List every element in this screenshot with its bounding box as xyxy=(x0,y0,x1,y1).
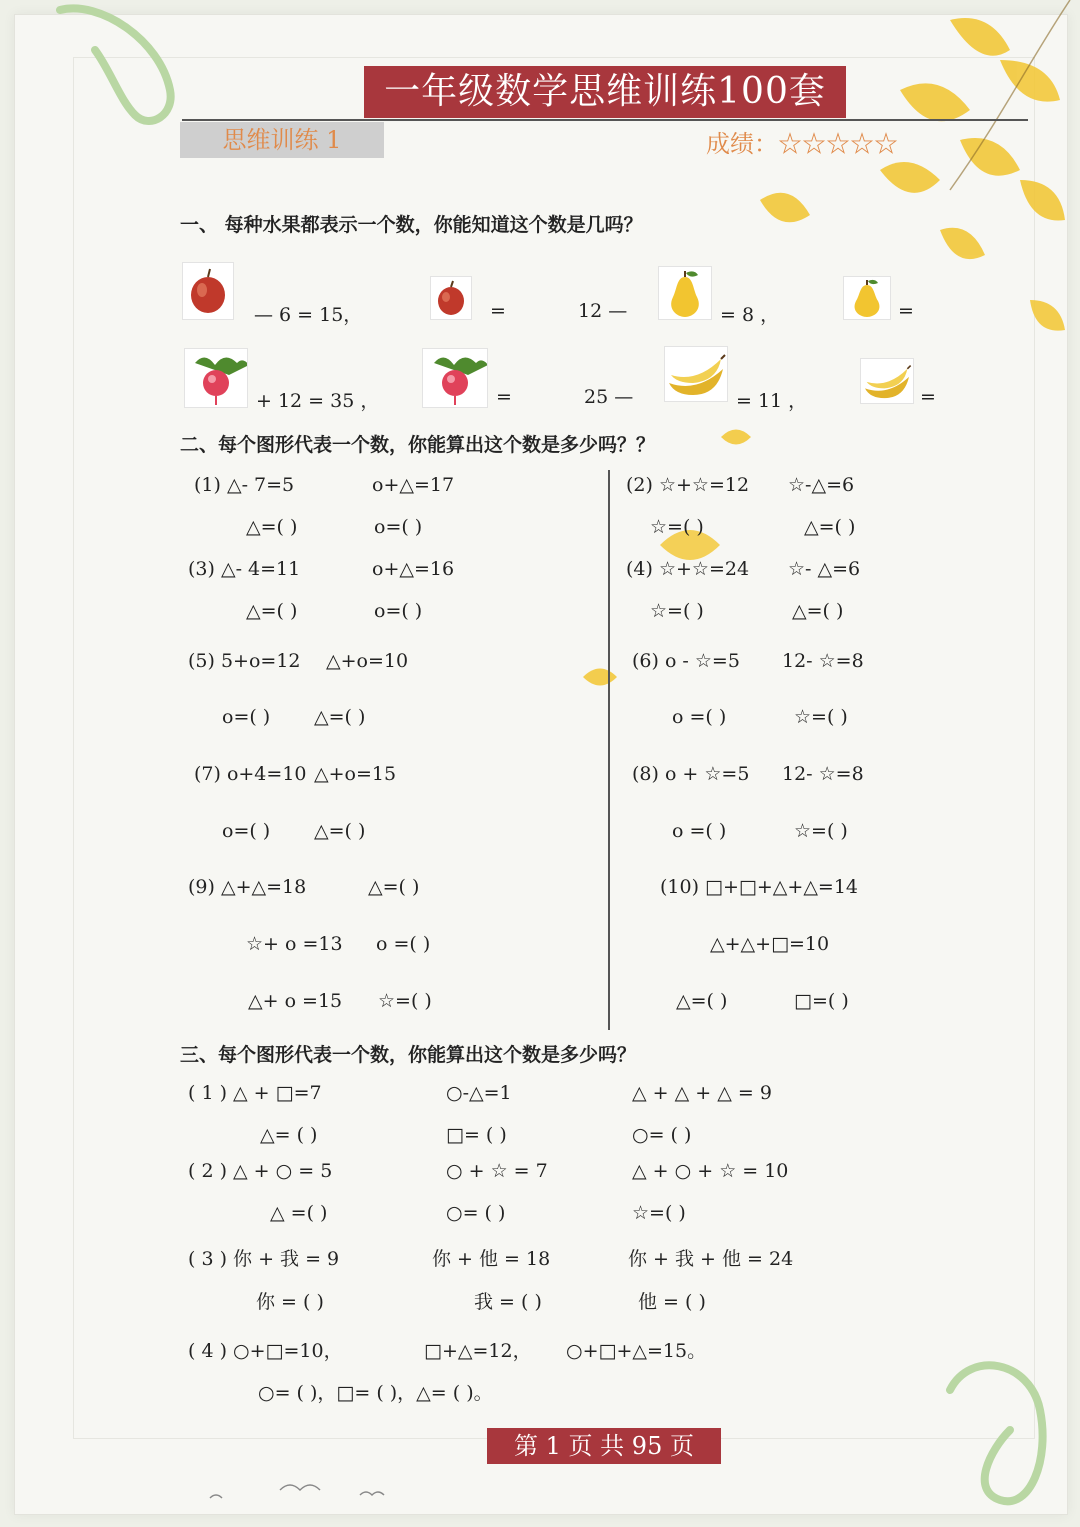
s3-6-b: □+△=12， xyxy=(424,1340,532,1362)
eq-1b: = xyxy=(490,300,506,322)
radish-icon xyxy=(184,348,248,408)
s3-6-c: ○+□+△=15。 xyxy=(566,1340,707,1362)
s2-right-10-a: △=( ) xyxy=(676,990,728,1012)
section3-heading: 三、每个图形代表一个数，你能算出这个数是多少吗？ xyxy=(180,1044,637,1066)
s3-0-b: ○-△=1 xyxy=(446,1082,512,1104)
s2-left-4-a: (5) 5+o=12 xyxy=(188,650,301,672)
s2-left-2-b: o+△=16 xyxy=(372,558,455,580)
s2-right-8-a: (10) □+□+△+△=14 xyxy=(660,876,859,898)
s2-left-1-a: △=( ) xyxy=(246,516,298,538)
pear-icon xyxy=(658,266,712,320)
banana-icon xyxy=(664,346,728,402)
s2-right-4-a: (6) o - ☆=5 xyxy=(632,650,740,672)
s3-3-a: △ =( ) xyxy=(270,1202,328,1224)
s2-right-3-b: △=( ) xyxy=(792,600,844,622)
s3-1-a: △= ( ) xyxy=(260,1124,318,1146)
score-rating xyxy=(706,124,898,159)
eq-1a: — 6 = 15， xyxy=(254,304,363,326)
s3-1-c: ○= ( ) xyxy=(632,1124,692,1146)
s2-right-1-a: ☆=( ) xyxy=(650,516,704,538)
eq-2b: = xyxy=(496,386,512,408)
banana-icon xyxy=(860,358,914,404)
s3-5-b: 我 = ( ) xyxy=(474,1291,542,1313)
s2-left-9-a: ☆+ o =13 xyxy=(246,933,343,955)
s2-left-8-b: △=( ) xyxy=(368,876,420,898)
s2-right-2-a: (4) ☆+☆=24 xyxy=(626,558,750,580)
section1-heading: 一、 每种水果都表示一个数，你能知道这个数是几吗？ xyxy=(180,214,643,236)
s3-6-a: ( 4 ) ○+□=10， xyxy=(188,1340,343,1362)
ginkgo-leaf-icon xyxy=(580,660,620,694)
s2-left-4-b: △+o=10 xyxy=(326,650,409,672)
s3-4-c: 你 + 我 + 他 = 24 xyxy=(628,1248,794,1270)
s2-right-10-b: □=( ) xyxy=(794,990,849,1012)
s3-5-c: 他 = ( ) xyxy=(638,1291,706,1313)
s2-right-6-a: (8) o + ☆=5 xyxy=(632,763,750,785)
s2-left-5-a: o=( ) xyxy=(222,706,271,728)
eq-2c: 25 — xyxy=(584,386,634,408)
column-divider xyxy=(608,470,610,1030)
s2-right-5-a: o =( ) xyxy=(672,706,727,728)
s2-left-1-b: o=( ) xyxy=(374,516,423,538)
s2-left-10-b: ☆=( ) xyxy=(378,990,432,1012)
s2-right-7-b: ☆=( ) xyxy=(794,820,848,842)
score-label: 成绩： xyxy=(706,130,778,158)
s2-right-0-b: ☆-△=6 xyxy=(788,474,855,496)
section2-heading: 二、每个图形代表一个数，你能算出这个数是多少吗？？ xyxy=(180,434,656,456)
s3-2-b: ○ + ☆ = 7 xyxy=(446,1160,548,1182)
page-number: 第 1 页 共 95 页 xyxy=(487,1428,721,1464)
s2-left-9-b: o =( ) xyxy=(376,933,431,955)
exercise-label: 思维训练 1 xyxy=(180,122,384,158)
s2-right-6-b: 12- ☆=8 xyxy=(782,763,864,785)
pear-icon xyxy=(843,276,891,320)
s2-left-7-a: o=( ) xyxy=(222,820,271,842)
s2-left-2-a: (3) △- 4=11 xyxy=(188,558,301,580)
s2-left-7-b: △=( ) xyxy=(314,820,366,842)
s2-right-9-a: △+△+□=10 xyxy=(710,933,830,955)
eq-1c: 12 — xyxy=(578,300,628,322)
s3-3-c: ☆=( ) xyxy=(632,1202,686,1224)
s2-right-2-b: ☆- △=6 xyxy=(788,558,861,580)
eq-2d: = 11 ， xyxy=(736,390,808,412)
eq-2e: = xyxy=(920,386,936,408)
s3-0-a: ( 1 ) △ + □=7 xyxy=(188,1082,322,1104)
paperclip-icon xyxy=(930,1350,1070,1520)
s2-left-6-a: (7) o+4=10 xyxy=(194,763,307,785)
page-title: 一年级数学思维训练100套 xyxy=(364,66,846,118)
s2-right-1-b: △=( ) xyxy=(804,516,856,538)
s2-right-7-a: o =( ) xyxy=(672,820,727,842)
radish-icon xyxy=(422,348,488,408)
s2-right-0-a: (2) ☆+☆=12 xyxy=(626,474,750,496)
header-rule xyxy=(182,119,1028,121)
s2-left-10-a: △+ o =15 xyxy=(248,990,343,1012)
apple-icon xyxy=(182,262,234,320)
s2-left-8-a: (9) △+△=18 xyxy=(188,876,307,898)
s3-4-b: 你 + 他 = 18 xyxy=(432,1248,551,1270)
s3-0-c: △ + △ + △ = 9 xyxy=(632,1082,772,1104)
s2-left-5-b: △=( ) xyxy=(314,706,366,728)
s3-2-a: ( 2 ) △ + ○ = 5 xyxy=(188,1160,333,1182)
s2-right-5-b: ☆=( ) xyxy=(794,706,848,728)
s3-5-a: 你 = ( ) xyxy=(256,1291,324,1313)
s2-left-3-b: o=( ) xyxy=(374,600,423,622)
s2-left-0-a: (1) △- 7=5 xyxy=(194,474,295,496)
eq-2a: + 12 = 35 ， xyxy=(256,390,380,412)
s2-left-0-b: o+△=17 xyxy=(372,474,455,496)
eq-1e: = xyxy=(898,300,914,322)
bird-icon xyxy=(200,1470,400,1510)
ginkgo-leaf-icon xyxy=(718,422,754,452)
s3-2-c: △ + ○ + ☆ = 10 xyxy=(632,1160,789,1182)
s3-1-b: □= ( ) xyxy=(446,1124,507,1146)
eq-1d: = 8 ， xyxy=(720,304,780,326)
s3-7-a: ○= ( )，□= ( )，△= ( )。 xyxy=(258,1382,493,1404)
s2-left-3-a: △=( ) xyxy=(246,600,298,622)
apple-icon xyxy=(430,276,472,320)
paperclip-icon xyxy=(40,0,190,140)
s2-right-4-b: 12- ☆=8 xyxy=(782,650,864,672)
s3-4-a: ( 3 ) 你 + 我 = 9 xyxy=(188,1248,340,1270)
s3-3-b: ○= ( ) xyxy=(446,1202,506,1224)
s2-right-3-a: ☆=( ) xyxy=(650,600,704,622)
s2-left-6-b: △+o=15 xyxy=(314,763,397,785)
score-stars: ☆☆☆☆☆ xyxy=(778,130,898,158)
